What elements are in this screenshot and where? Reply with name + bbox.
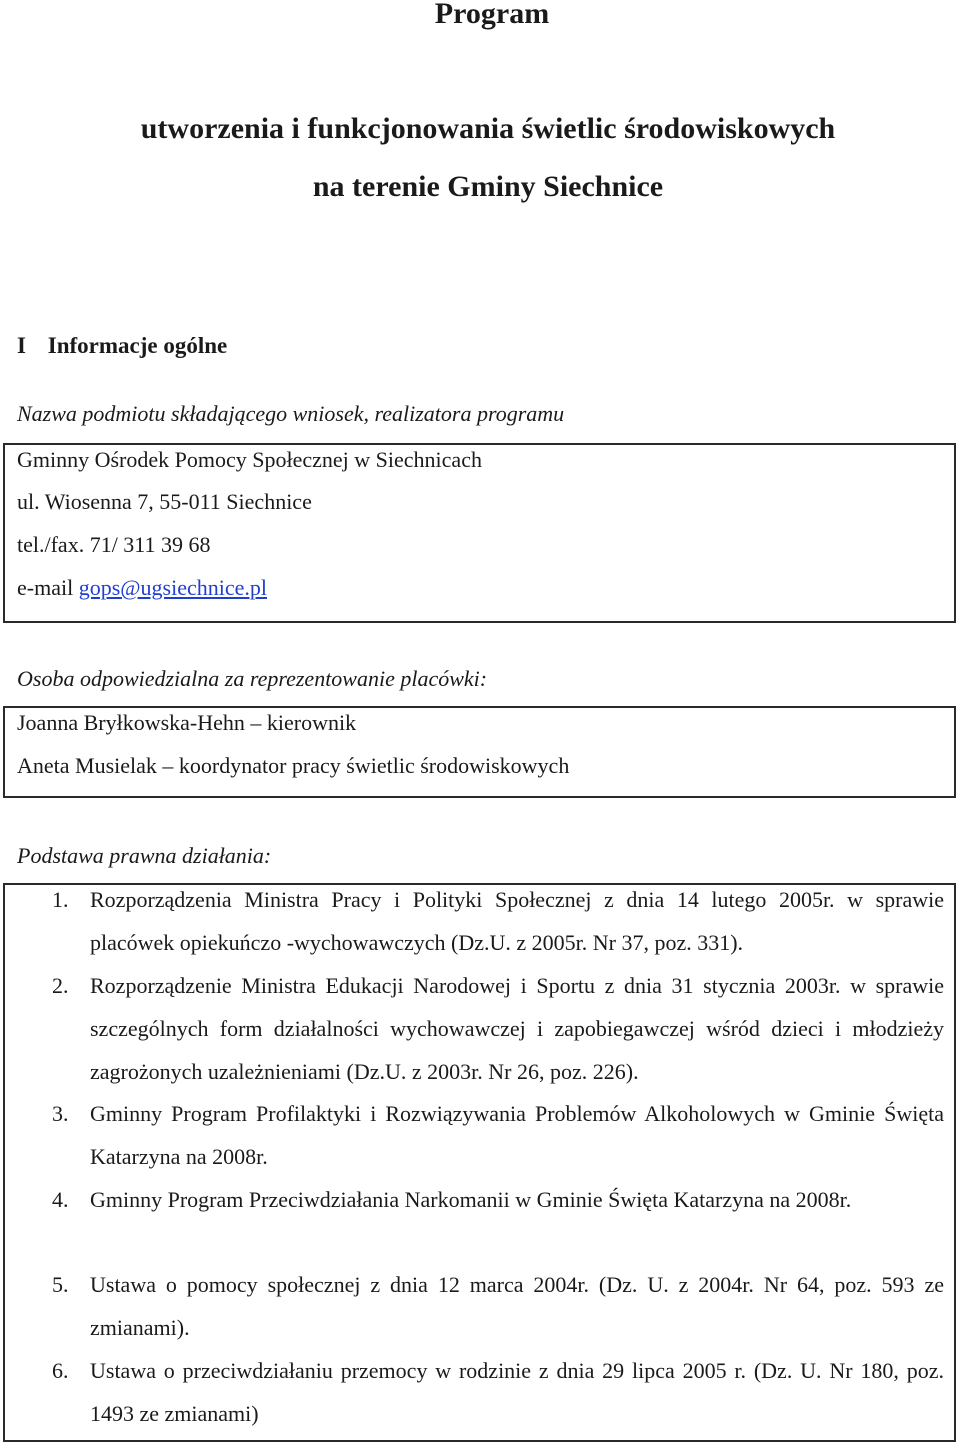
legal-basis-item-1 [52, 878, 944, 964]
list-item-text: Gminny Program Przeciwdziałania Narkomanii w Gminie Święta Katarzyna na 2008r. [90, 1187, 852, 1212]
legal-basis-item-5 [52, 1263, 944, 1349]
legal-basis-item-6 [52, 1349, 944, 1435]
applicant-email-line [17, 575, 267, 601]
list-item-number: 5. [52, 1272, 69, 1297]
page-title: Program [434, 0, 550, 30]
list-item-number: 4. [52, 1187, 69, 1212]
page-subtitle-line2: na terenie Gminy Siechnice [312, 170, 664, 203]
applicant-phone: tel./fax. 71/ 311 39 68 [17, 532, 211, 557]
list-item-text: Rozporządzenie Ministra Edukacji Narodowej i Sportu z dnia 31 stycznia 2003r. w sprawie szczególnych form działalności wychowawczej i zapobiegawczej wśród dzieci i młodzieży zagrożonych uzależnieniami (Dz.U. z 2003r. Nr 26, poz. 226). [90, 973, 944, 1084]
applicant-address: ul. Wiosenna 7, 55-011 Siechnice [17, 489, 312, 514]
list-item-number: 1. [52, 887, 69, 912]
section-title: Informacje ogólne [47, 333, 228, 358]
representative-2: Aneta Musielak – koordynator pracy świetlic środowiskowych [17, 753, 570, 778]
legal-basis-item-2 [52, 964, 944, 1093]
list-item-text: Ustawa o przeciwdziałaniu przemocy w rodzinie z dnia 29 lipca 2005 r. (Dz. U. Nr 180, poz. 1493 ze zmianami) [90, 1358, 944, 1426]
applicant-label: Nazwa podmiotu składającego wniosek, realizatora programu [17, 401, 565, 426]
page-subtitle-line1: utworzenia i funkcjonowania świetlic środowiskowych [140, 112, 836, 145]
email-link[interactable]: gops@ugsiechnice.pl [78, 575, 267, 600]
list-item-text: Gminny Program Profilaktyki i Rozwiązywania Problemów Alkoholowych w Gminie Święta Katarzyna na 2008r. [90, 1101, 944, 1169]
list-item-number: 6. [52, 1358, 69, 1383]
list-item-text: Ustawa o pomocy społecznej z dnia 12 marca 2004r. (Dz. U. z 2004r. Nr 64, poz. 593 ze zmianami). [90, 1272, 944, 1340]
representatives-label: Osoba odpowiedzialna za reprezentowanie placówki: [17, 666, 488, 691]
list-item-number: 2. [52, 973, 69, 998]
legal-basis-item-3 [52, 1092, 944, 1178]
list-item-number: 3. [52, 1101, 69, 1126]
representative-1: Joanna Bryłkowska-Hehn – kierownik [17, 710, 357, 735]
applicant-name: Gminny Ośrodek Pomocy Społecznej w Siechnicach [17, 447, 482, 472]
section-number: I [17, 333, 26, 358]
section-heading-general-info [17, 333, 227, 359]
list-item-text: Rozporządzenia Ministra Pracy i Polityki Społecznej z dnia 14 lutego 2005r. w sprawie placówek opiekuńczo -wychowawczych (Dz.U. z 2005r. Nr 37, poz. 331). [90, 887, 944, 955]
legal-basis-label: Podstawa prawna działania: [17, 843, 272, 868]
email-prefix: e-mail [17, 575, 79, 600]
legal-basis-item-4 [52, 1178, 944, 1221]
